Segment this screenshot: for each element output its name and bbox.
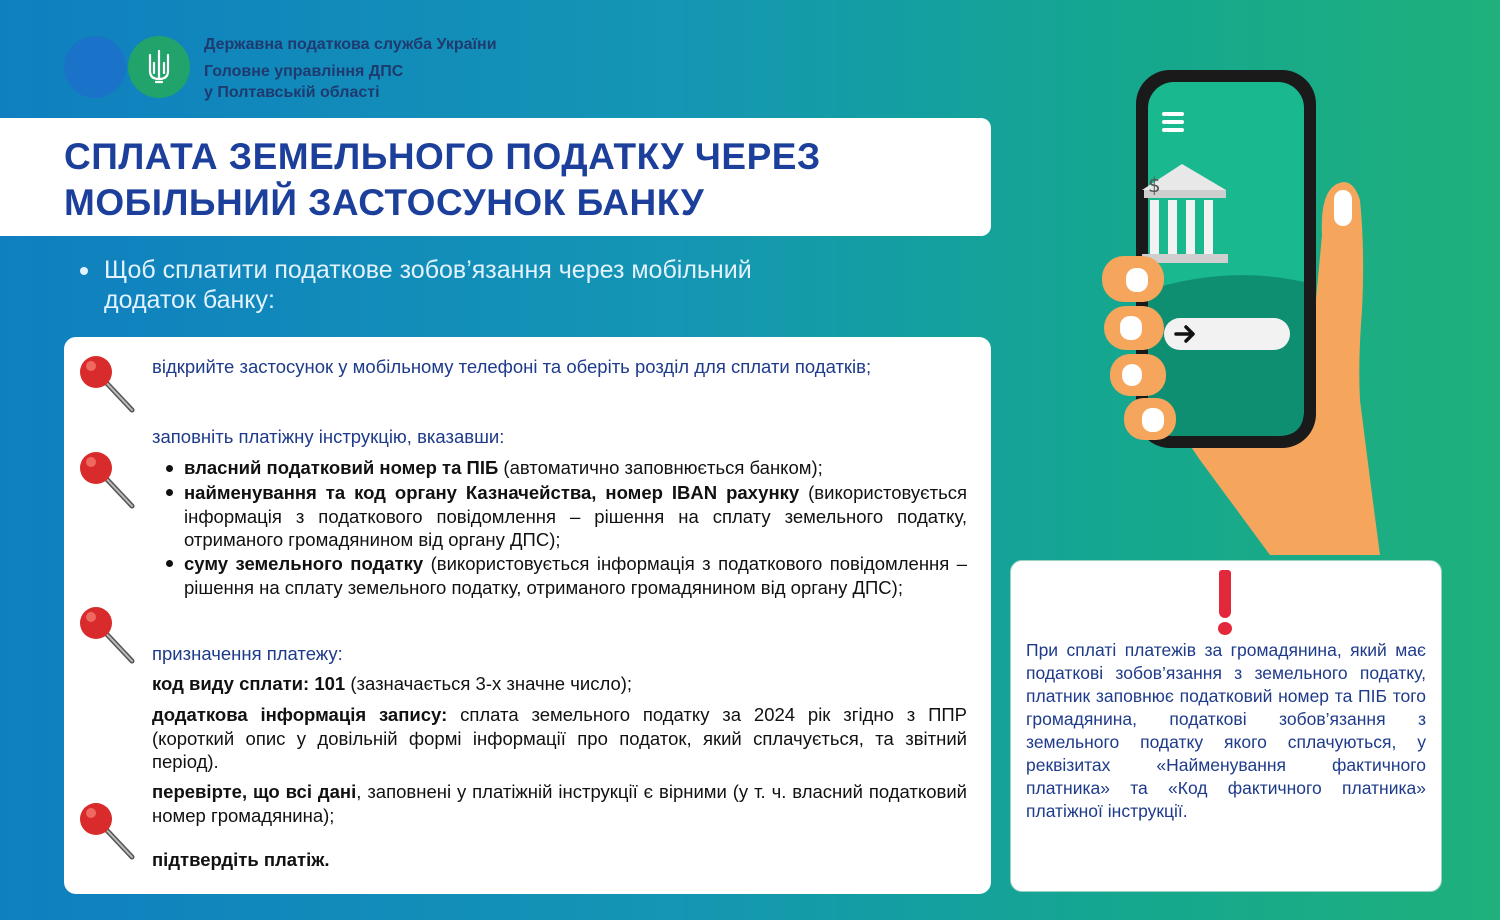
intro-text bbox=[80, 255, 804, 315]
phone-in-hand-illustration bbox=[1090, 60, 1390, 555]
exclamation-dot bbox=[1218, 622, 1232, 635]
bullet-tax-number-text: (автоматично заповнюється банком); bbox=[498, 457, 823, 478]
payment-code-text: (зазначається 3-х значне число); bbox=[345, 673, 633, 694]
page-title bbox=[64, 134, 964, 226]
intro-label: Щоб сплатити податкове зобов’язання через мобільний додаток банку: bbox=[104, 256, 752, 314]
payment-code-bold: код виду сплати: 101 bbox=[152, 673, 346, 694]
bullet-dot bbox=[166, 489, 173, 496]
note-text: При сплаті платежів за громадянина, який має податкові зобов’язання з земельного податку, платник заповнює податковий номер та ПІБ того громадянина, податкові зобов’язання з земельного податку якого сплачуються, у реквізитах «Найменування фактичного платника» та «Код фактичного платника» платіжної інструкції. bbox=[1026, 640, 1426, 821]
bullet-dot bbox=[80, 267, 88, 275]
bullet-tax-number-bold: власний податковий номер та ПІБ bbox=[184, 457, 499, 478]
menu-icon bbox=[1162, 112, 1184, 132]
bullet-sum bbox=[184, 552, 967, 599]
payment-code bbox=[152, 672, 967, 696]
step-open-app: відкрийте застосунок у мобільному телефоні та оберіть розділ для сплати податків; bbox=[152, 356, 872, 377]
trident-icon bbox=[128, 36, 190, 98]
step-purpose: призначення платежу: bbox=[152, 643, 343, 664]
org-line-1: Державна податкова служба України bbox=[204, 36, 497, 53]
bullet-sum-bold: суму земельного податку bbox=[184, 553, 424, 574]
title-line-2: МОБІЛЬНИЙ ЗАСТОСУНОК БАНКУ bbox=[64, 182, 705, 223]
step-check bbox=[152, 780, 967, 827]
bullet-sum-text: (використовується інформація з податкового повідомлення – рішення на сплату земельного податку, отриманого громадянином від органу ДПС); bbox=[184, 553, 967, 598]
svg-text:$: $ bbox=[1148, 173, 1161, 197]
step-confirm: підтвердіть платіж. bbox=[152, 849, 330, 870]
bullet-dot bbox=[166, 560, 173, 567]
organization-name bbox=[204, 34, 497, 103]
pushpin-icon bbox=[76, 352, 140, 418]
step-check-text: , заповнені у платіжній інструкції є вірними (у т. ч. власний податковий номер громадянина); bbox=[152, 781, 967, 826]
bullet-treasury-bold: найменування та код органу Казначейства, номер IBAN рахунку bbox=[184, 482, 800, 503]
additional-info bbox=[152, 703, 967, 774]
pushpin-icon bbox=[76, 799, 140, 865]
step-fill-instruction: заповніть платіжну інструкцію, вказавши: bbox=[152, 426, 505, 447]
additional-info-text: сплата земельного податку за 2024 рік згідно з ППР (короткий опис у довільній формі інформації про податок, який сплачується, та звітний період). bbox=[152, 704, 968, 772]
bullet-tax-number bbox=[184, 456, 967, 480]
bullet-treasury-text: (використовується інформація з податкового повідомлення – рішення на сплату земельного податку, отриманого громадянином від органу ДПС); bbox=[184, 482, 967, 550]
dps-logo-circle bbox=[64, 36, 126, 98]
org-line-2: Головне управління ДПС bbox=[204, 63, 404, 80]
bullet-treasury bbox=[184, 481, 967, 552]
pushpin-icon bbox=[76, 603, 140, 669]
bullet-dot bbox=[166, 465, 173, 472]
exclamation-icon bbox=[1219, 570, 1231, 618]
pushpin-icon bbox=[76, 448, 140, 514]
org-line-3: у Полтавській області bbox=[204, 84, 380, 101]
step-check-bold: перевірте, що всі дані bbox=[152, 781, 357, 802]
title-line-1: СПЛАТА ЗЕМЕЛЬНОГО ПОДАТКУ ЧЕРЕЗ bbox=[64, 136, 821, 177]
additional-info-bold: додаткова інформація запису: bbox=[152, 704, 448, 725]
